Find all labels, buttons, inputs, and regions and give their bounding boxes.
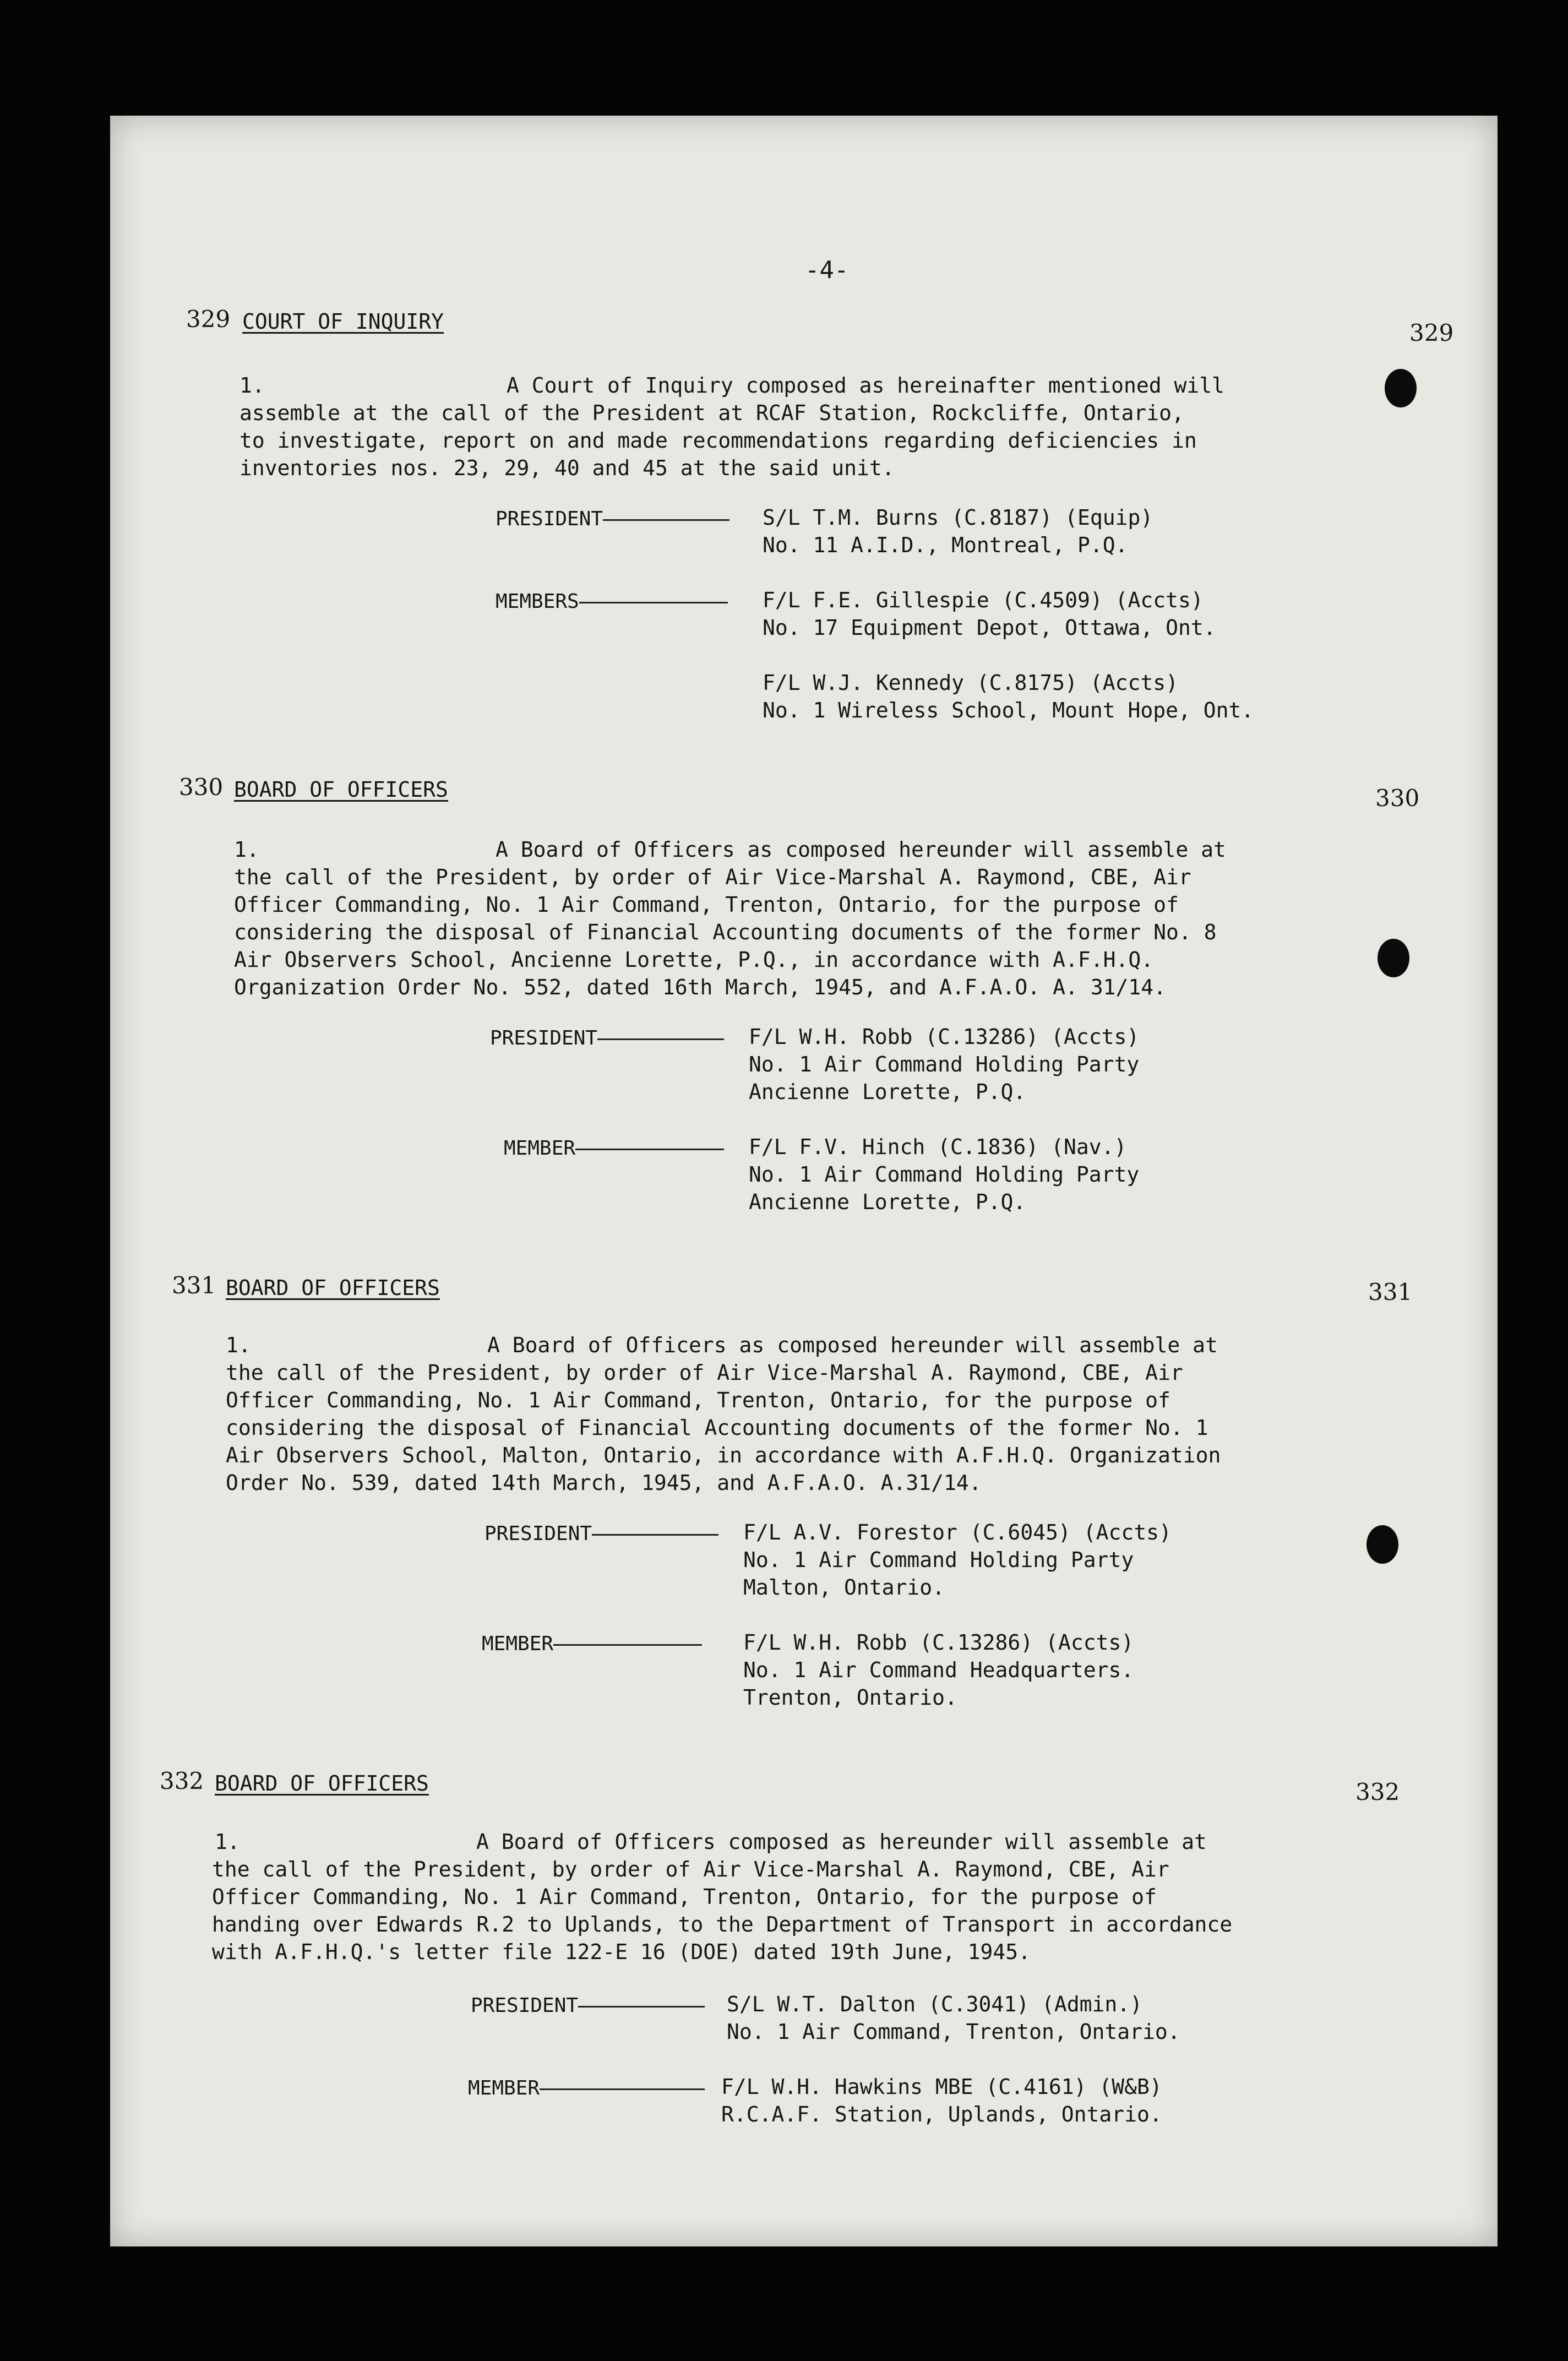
officer-line: No. 1 Air Command Holding Party (749, 1052, 1140, 1076)
paragraph-line: Air Observers School, Malton, Ontario, in accordance with A.F.H.Q. Organization (226, 1443, 1221, 1467)
officer-line: No. 11 A.I.D., Montreal, P.Q. (763, 533, 1128, 557)
officer-line: F/L W.H. Robb (C.13286) (Accts) (743, 1630, 1134, 1655)
paragraph-line: the call of the President, by order of Air Vice-Marshal A. Raymond, CBE, Air (212, 1857, 1169, 1881)
paragraph-line: assemble at the call of the President at RCAF Station, Rockcliffe, Ontario, (239, 401, 1184, 425)
paragraph-number: 1. (239, 373, 265, 398)
margin-section-number: 331 (1368, 1279, 1413, 1305)
paragraph-line: A Board of Officers composed as hereunder will assemble at (476, 1830, 1207, 1854)
paragraph-line: inventories nos. 23, 29, 40 and 45 at the said unit. (239, 456, 895, 480)
paragraph-number: 1. (234, 837, 259, 862)
punch-hole (1366, 1525, 1398, 1564)
role-label-president: PRESIDENT (490, 1027, 724, 1049)
officer-line: F/L W.J. Kennedy (C.8175) (Accts) (763, 671, 1178, 695)
section-title: COURT OF INQUIRY (242, 309, 444, 334)
paragraph-line: Order No. 539, dated 14th March, 1945, and A.F.A.O. A.31/14. (226, 1471, 982, 1495)
paragraph-line: Officer Commanding, No. 1 Air Command, Trenton, Ontario, for the purpose of (212, 1885, 1157, 1909)
paragraph-line: with A.F.H.Q.'s letter file 122-E 16 (DOE) dated 19th June, 1945. (212, 1940, 1031, 1964)
paragraph-line: the call of the President, by order of Air Vice-Marshal A. Raymond, CBE, Air (226, 1361, 1183, 1385)
paragraph-line: Officer Commanding, No. 1 Air Command, Trenton, Ontario, for the purpose of (226, 1388, 1170, 1412)
paragraph-line: Air Observers School, Ancienne Lorette, P.Q., in accordance with A.F.H.Q. (234, 948, 1154, 972)
officer-line: F/L F.V. Hinch (C.1836) (Nav.) (749, 1135, 1127, 1159)
role-label-president: PRESIDENT (471, 1994, 705, 2017)
officer-line: No. 1 Air Command Headquarters. (743, 1658, 1134, 1682)
role-label-president: PRESIDENT (496, 508, 729, 530)
role-label-members: MEMBERS (496, 590, 728, 613)
paragraph-line: the call of the President, by order of Air Vice-Marshal A. Raymond, CBE, Air (234, 865, 1191, 889)
officer-line: F/L A.V. Forestor (C.6045) (Accts) (743, 1520, 1172, 1544)
officer-line: S/L W.T. Dalton (C.3041) (Admin.) (727, 1992, 1142, 2016)
section-number: 332 (160, 1767, 204, 1794)
paragraph-line: considering the disposal of Financial Accounting documents of the former No. 1 (226, 1416, 1208, 1440)
document-page (110, 116, 1498, 2246)
officer-line: Malton, Ontario. (743, 1575, 945, 1600)
page-number: -4- (805, 256, 849, 284)
section-title: BOARD OF OFFICERS (226, 1276, 440, 1300)
paragraph-line: handing over Edwards R.2 to Uplands, to the Department of Transport in accordance (212, 1912, 1233, 1936)
officer-line: F/L W.H. Hawkins MBE (C.4161) (W&B) (721, 2075, 1162, 2099)
punch-hole (1385, 369, 1417, 407)
officer-line: No. 1 Air Command Holding Party (749, 1162, 1140, 1187)
section-number: 330 (179, 774, 224, 801)
section-title: BOARD OF OFFICERS (215, 1771, 429, 1796)
paragraph-line: Officer Commanding, No. 1 Air Command, Trenton, Ontario, for the purpose of (234, 893, 1179, 917)
officer-line: Ancienne Lorette, P.Q. (749, 1190, 1026, 1214)
officer-line: R.C.A.F. Station, Uplands, Ontario. (721, 2102, 1162, 2126)
officer-line: No. 1 Air Command, Trenton, Ontario. (727, 2020, 1180, 2044)
section-title: BOARD OF OFFICERS (234, 777, 448, 802)
paragraph-number: 1. (215, 1830, 240, 1854)
section-number: 329 (186, 306, 231, 333)
role-label-member: MEMBER (482, 1633, 702, 1655)
margin-section-number: 329 (1409, 319, 1454, 346)
paragraph-line: to investigate, report on and made recommendations regarding deficiencies in (239, 428, 1197, 453)
paragraph-line: A Court of Inquiry composed as hereinafter mentioned will (507, 373, 1225, 398)
paragraph-line: A Board of Officers as composed hereunder will assemble at (487, 1333, 1218, 1357)
role-label-member: MEMBER (468, 2077, 705, 2099)
officer-line: F/L W.H. Robb (C.13286) (Accts) (749, 1025, 1140, 1049)
section-number: 331 (172, 1272, 216, 1299)
margin-section-number: 332 (1355, 1778, 1400, 1805)
role-label-president: PRESIDENT (484, 1522, 718, 1545)
officer-line: No. 1 Wireless School, Mount Hope, Ont. (763, 698, 1254, 722)
paragraph-line: considering the disposal of Financial Accounting documents of the former No. 8 (234, 920, 1217, 944)
officer-line: Ancienne Lorette, P.Q. (749, 1080, 1026, 1104)
paragraph-line: Organization Order No. 552, dated 16th March, 1945, and A.F.A.O. A. 31/14. (234, 975, 1166, 999)
officer-line: S/L T.M. Burns (C.8187) (Equip) (763, 505, 1153, 530)
paragraph-line: A Board of Officers as composed hereunder will assemble at (496, 837, 1226, 862)
punch-hole (1378, 939, 1409, 977)
margin-section-number: 330 (1375, 785, 1420, 812)
officer-line: No. 17 Equipment Depot, Ottawa, Ont. (763, 616, 1216, 640)
role-label-member: MEMBER (504, 1137, 724, 1160)
officer-line: F/L F.E. Gillespie (C.4509) (Accts) (763, 588, 1204, 612)
officer-line: No. 1 Air Command Holding Party (743, 1548, 1134, 1572)
paragraph-number: 1. (226, 1333, 251, 1357)
officer-line: Trenton, Ontario. (743, 1685, 957, 1710)
